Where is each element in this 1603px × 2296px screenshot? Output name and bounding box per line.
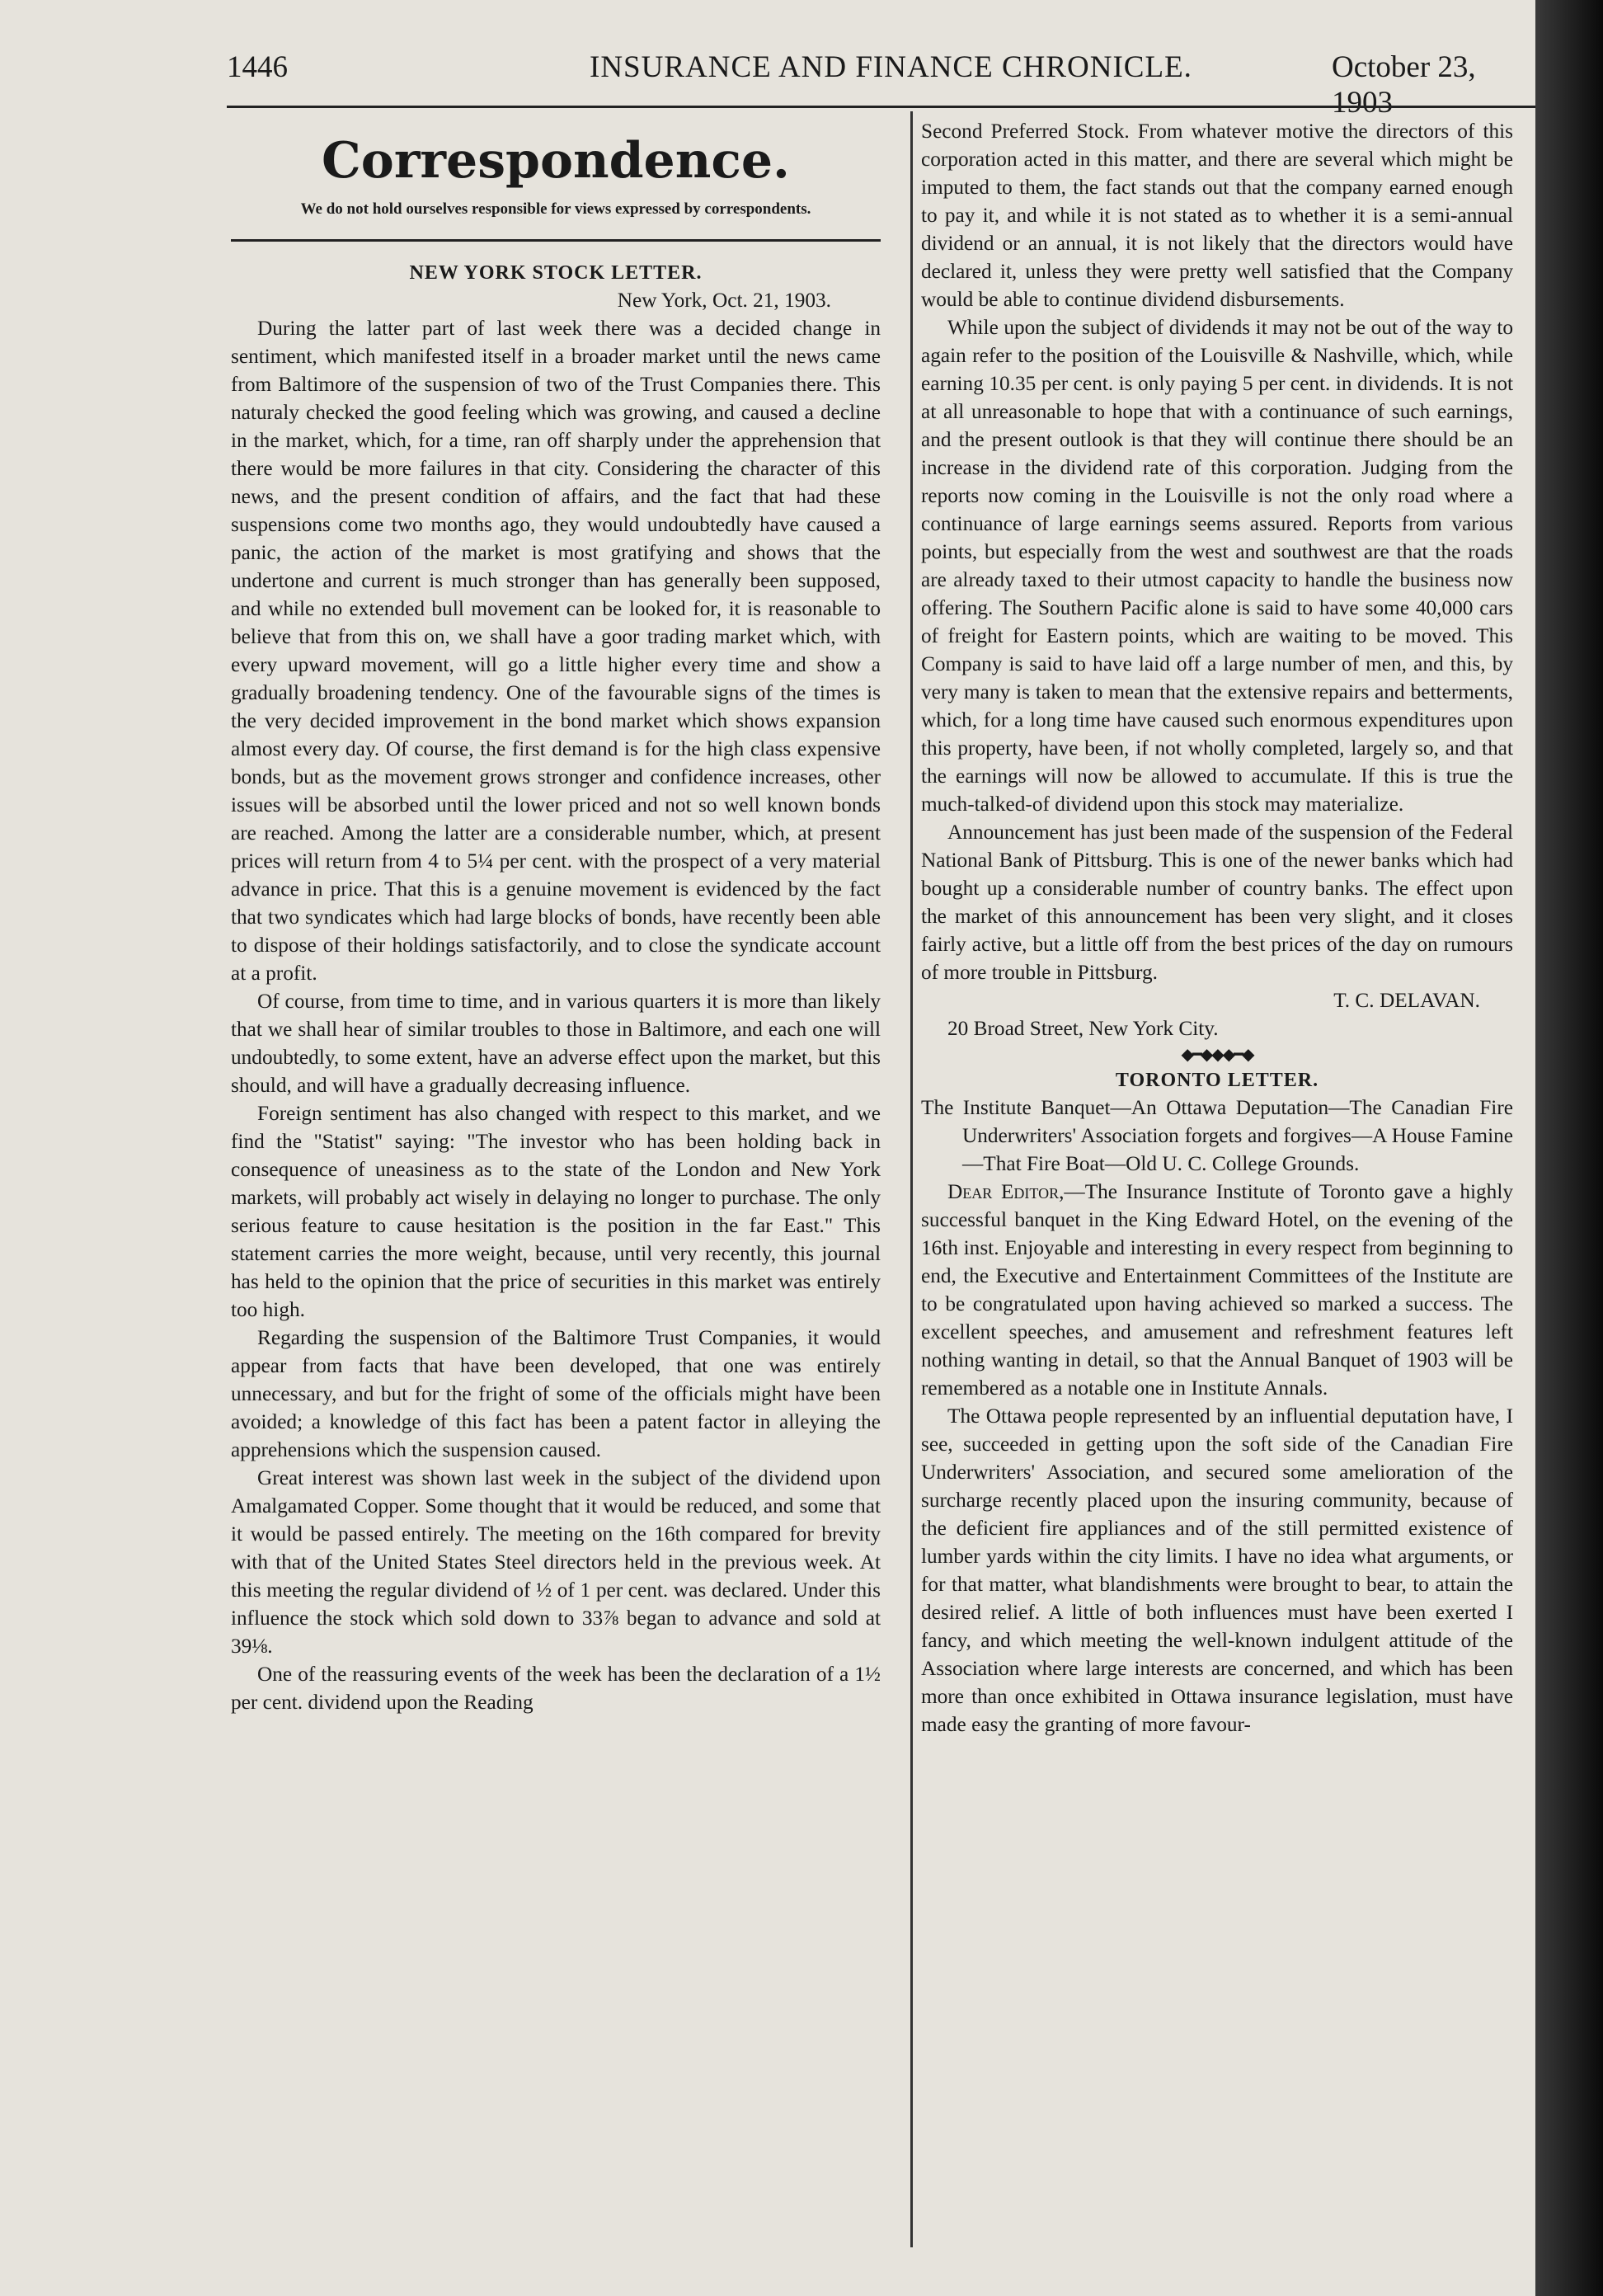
paragraph: One of the reassuring events of the week has been the declaration of a 1½ per cent. dividend upon the Reading (231, 1663, 881, 1714)
journal-title: INSURANCE AND FINANCE CHRONICLE. (590, 50, 1192, 84)
header-rule (227, 106, 1538, 108)
issue-date: October 23, 1903 (1332, 50, 1476, 120)
paragraph: Regarding the suspension of the Baltimore Trust Companies, it would appear from facts that have been developed, that one was entirely unnecessary, and but for the fright of some of the officials might have been avoided; a knowledge of this fact has been a patent factor in alleying the apprehensions which the suspension caused. (231, 1326, 881, 1461)
running-header (227, 49, 1538, 120)
article-title-ny: NEW YORK STOCK LETTER. (409, 262, 703, 284)
article-subtitle: The Institute Banquet—An Ottawa Deputation—The Canadian Fire Underwriters' Association forgets and forgives—A House Famine—That Fire Boat—Old U. C. College Grounds. (921, 1096, 1513, 1175)
page-number: 1446 (227, 50, 288, 84)
section-rule (231, 239, 881, 242)
article-title-toronto: TORONTO LETTER. (1115, 1070, 1319, 1091)
paragraph-continued: Second Preferred Stock. From whatever motive the directors of this corporation acted in this matter, and there are several which might be imputed to them, the fact stands out that the company earned enough to pay it, and while it is not stated as to whether it is a semi-annual dividend or an annual, it is not likely that the directors would have declared it, unless they were pretty well satisfied that the Company would be able to continue dividend disbursements. (921, 120, 1513, 311)
paragraph: While upon the subject of dividends it may not be out of the way to again refer to the position of the Louisville & Nashville, which, while earning 10.35 per cent. is only paying 5 per cent. in dividends. It is not at all unreasonable to hope that with a continuance of such earnings, and the present outlook is that they will continue there should be an increase in the dividend rate of this corporation. Judging from the reports now coming in the Louisville is not the only road where a continuance of large earnings seems assured. Reports from various points, but especially from the west and southwest are that the roads are already taxed to their utmost capacity to handle the business now offering. The Southern Pacific alone is said to have some 40,000 cars of freight for Eastern points, which are waiting to be moved. This Company is said to have laid off a large number of men, and this, by very many is taken to mean that the extensive repairs and betterments, which, for a long time have caused such enormous expenditures upon this property, have been, if not wholly completed, largely so, and that the earnings will now be allowed to accumulate. If this is true the much-talked-of dividend upon this stock may materialize. (921, 316, 1513, 816)
left-column (231, 117, 881, 1716)
salutation: Dear Editor, (947, 1180, 1065, 1203)
page-edge-shadow (1535, 0, 1603, 2296)
paragraph: Announcement has just been made of the suspension of the Federal National Bank of Pittsburg. This is one of the newer banks which had bought up a considerable number of country banks. The effect upon the market of this announcement has been very slight, and it closes fairly active, but a little off from the best prices of the day on rumours of more trouble in Pittsburg. (921, 821, 1513, 984)
paragraph: Great interest was shown last week in the subject of the dividend upon Amalgamated Copper. Some thought that it would be reduced, and some that it would be passed entirely. The meeting on the 16th compared for brevity with that of the United States Steel directors held in the previous week. At this meeting the regular dividend of ½ of 1 per cent. was declared. Under this influence the stock which sold down to 33⅞ began to advance and sold at 39⅛. (231, 1466, 881, 1658)
ornament-divider: ◆━◆◆◆━◆ (1181, 1046, 1253, 1064)
author-signature: T. C. DELAVAN. (1333, 989, 1480, 1012)
paragraph (921, 1178, 1513, 1402)
right-column (921, 117, 1513, 1738)
dateline: New York, Oct. 21, 1903. (617, 289, 831, 312)
paragraph: Foreign sentiment has also changed with respect to this market, and we find the "Statist" saying: "The investor who has been holding back in consequence of uneasiness as to the state of the London and New York markets, will probably act wisely in delaying no longer to purchase. The only serious feature to cause hesitation is the position in the far East." This statement carries the more weight, because, until very recently, this journal has held to the opinion that the price of securities in this market was entirely too high. (231, 1102, 881, 1321)
editorial-disclaimer: We do not hold ourselves responsible for views expressed by correspondents. (300, 200, 811, 218)
paragraph: During the latter part of last week there was a decided change in sentiment, which manifested itself in a broader market until the news came from Baltimore of the suspension of two of the Trust Companies there. This naturaly checked the good feeling which was growing, and caused a decline in the market, which, for a time, ran off sharply under the apprehension that there would be more failures in that city. Considering the character of this news, and the present condition of affairs, and the fact that had these suspensions come two months ago, they would undoubtedly have caused a panic, the action of the market is most gratifying and shows that the undertone and current is much stronger than has generally been supposed, and while no extended bull movement can be looked for, it is reasonable to believe that from this on, we shall have a goor trading market which, with every upward movement, will go a little higher every time and show a gradually broadening tendency. One of the favourable signs of the times is the very decided improvement in the bond market which shows expansion almost every day. Of course, the first demand is for the high class expensive bonds, but as the movement grows stronger and confidence increases, other issues will be absorbed until the lower priced and not so well known bonds are reached. Among the latter are a considerable number, which, at present prices will return from 4 to 5¼ per cent. with the prospect of a very material advance in price. That this is a genuine movement is evidenced by the fact that two syndicates which had large blocks of bonds, have recently been able to dispose of their holdings satisfactorily, and to close the syndicate account at a profit. (231, 317, 881, 985)
paragraph-text: —The Insurance Institute of Toronto gave a highly successful banquet in the King Edward Hotel, on the evening of the 16th inst. Enjoyable and interesting in every respect from beginning to end, the Executive and Entertainment Committees of the Institute are to be congratulated upon having achieved so marked a success. The excellent speeches, and amusement and refreshment features left nothing wanting in detail, so that the Annual Banquet of 1903 will be remembered as a notable one in Institute Annals. (921, 1180, 1513, 1400)
column-divider (910, 111, 913, 2247)
section-heading: Correspondence. (322, 132, 790, 190)
paragraph: The Ottawa people represented by an influential deputation have, I see, succeeded in getting upon the soft side of the Canadian Fire Underwriters' Association, and secured some amelioration of the surcharge recently placed upon the insuring community, because of the deficient fire appliances and of the still permitted existence of lumber yards within the city limits. I have no idea what arguments, or for that matter, what blandishments were brought to bear, to attain the desired relief. A little of both influences must have been exerted I fancy, and which meeting the well-known indulgent attitude of the Association where large interests are concerned, and which has been more than once exhibited in Ottawa insurance legislation, must have made easy the granting of more favour- (921, 1404, 1513, 1736)
author-address: 20 Broad Street, New York City. (947, 1017, 1219, 1040)
paragraph: Of course, from time to time, and in various quarters it is more than likely that we shall hear of similar troubles to those in Baltimore, and each one will undoubtedly, to some extent, have an adverse effect upon the market, but this should, and will have a gradually decreasing influence. (231, 990, 881, 1097)
